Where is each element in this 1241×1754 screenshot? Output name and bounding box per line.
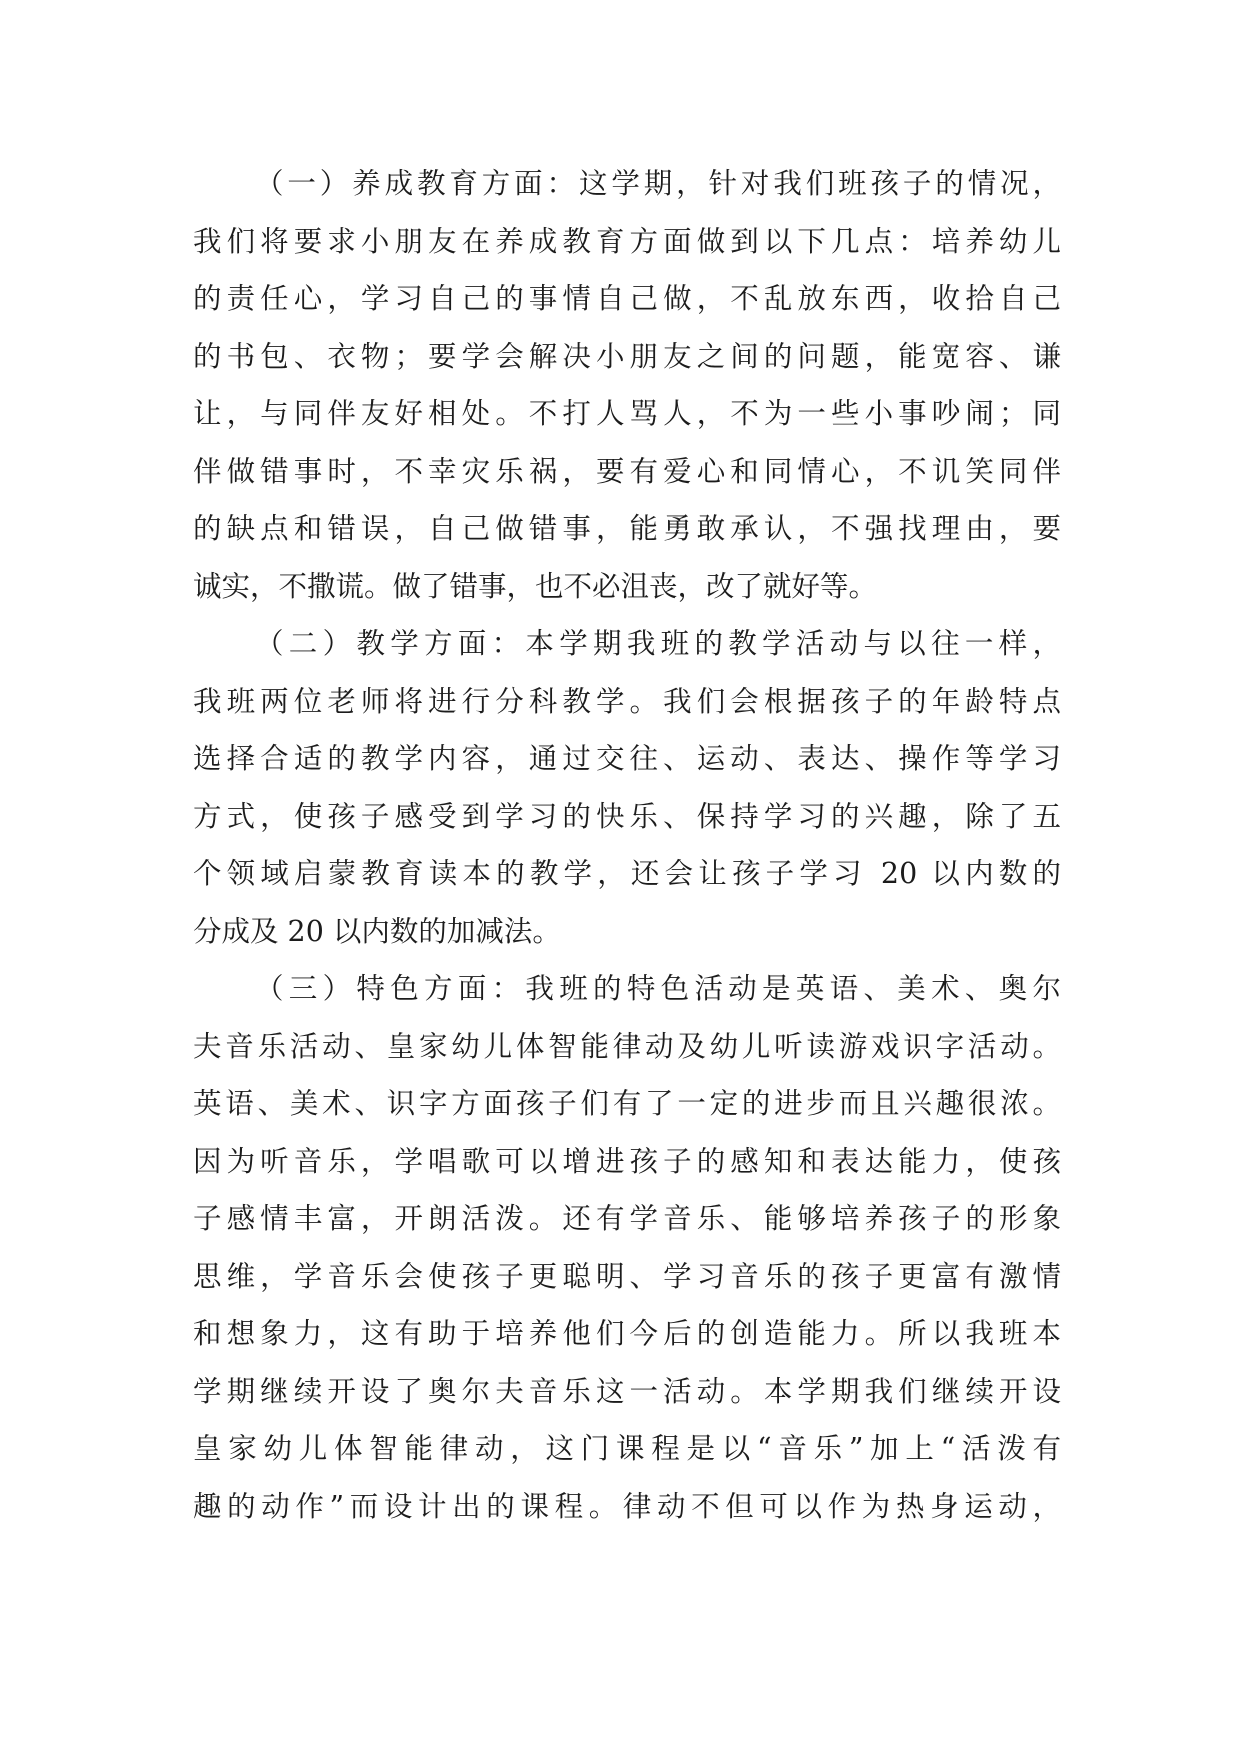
text-line: 诚实，不撒谎。做了错事，也不必沮丧，改了就好等。	[193, 569, 878, 603]
text-line: 的缺点和错误，自己做错事，能勇敢承认，不强找理由，要	[193, 512, 1061, 545]
document-body	[193, 155, 1061, 1535]
text-line: 我们将要求小朋友在养成教育方面做到以下几点：培养幼儿	[193, 224, 1061, 258]
text-line: 的书包、衣物；要学会解决小朋友之间的问题，能宽容、谦	[193, 339, 1061, 373]
paragraph-special-activities	[193, 960, 1061, 1535]
text-line: 英语、美术、识字方面孩子们有了一定的进步而且兴趣很浓。	[193, 1087, 1061, 1120]
text-line: 选择合适的教学内容，通过交往、运动、表达、操作等学习	[193, 742, 1061, 775]
paragraph-teaching	[193, 615, 1061, 960]
text-line: 的责任心，学习自己的事情自己做，不乱放东西，收拾自己	[193, 282, 1061, 315]
text-line: 夫音乐活动、皇家幼儿体智能律动及幼儿听读游戏识字活动。	[193, 1029, 1061, 1063]
text-line: 方式，使孩子感受到学习的快乐、保持学习的兴趣，除了五	[193, 799, 1061, 833]
text-line: 学期继续开设了奥尔夫音乐这一活动。本学期我们继续开设	[193, 1374, 1061, 1408]
paragraph-habit-education	[193, 155, 1061, 615]
text-line: 个领域启蒙教育读本的教学，还会让孩子学习 20 以内数的	[193, 857, 1061, 890]
text-line: 让，与同伴友好相处。不打人骂人，不为一些小事吵闹；同	[193, 397, 1061, 430]
text-line: （一）养成教育方面：这学期，针对我们班孩子的情况，	[255, 167, 1061, 200]
text-line: 趣的动作”而设计出的课程。律动不但可以作为热身运动，	[193, 1489, 1061, 1523]
text-line: 皇家幼儿体智能律动，这门课程是以“音乐”加上“活泼有	[193, 1432, 1061, 1465]
text-line: 和想象力，这有助于培养他们今后的创造能力。所以我班本	[193, 1317, 1061, 1350]
text-line: （二）教学方面：本学期我班的教学活动与以往一样，	[255, 627, 1061, 660]
text-line: 伴做错事时，不幸灾乐祸，要有爱心和同情心，不讥笑同伴	[193, 454, 1061, 488]
text-line: 思维，学音乐会使孩子更聪明、学习音乐的孩子更富有激情	[193, 1259, 1061, 1293]
text-line: 分成及 20 以内数的加减法。	[193, 914, 561, 948]
text-line: 我班两位老师将进行分科教学。我们会根据孩子的年龄特点	[193, 684, 1061, 718]
text-line: 子感情丰富，开朗活泼。还有学音乐、能够培养孩子的形象	[193, 1202, 1061, 1235]
text-line: （三）特色方面：我班的特色活动是英语、美术、奥尔	[255, 972, 1061, 1005]
text-line: 因为听音乐，学唱歌可以增进孩子的感知和表达能力，使孩	[193, 1144, 1061, 1178]
